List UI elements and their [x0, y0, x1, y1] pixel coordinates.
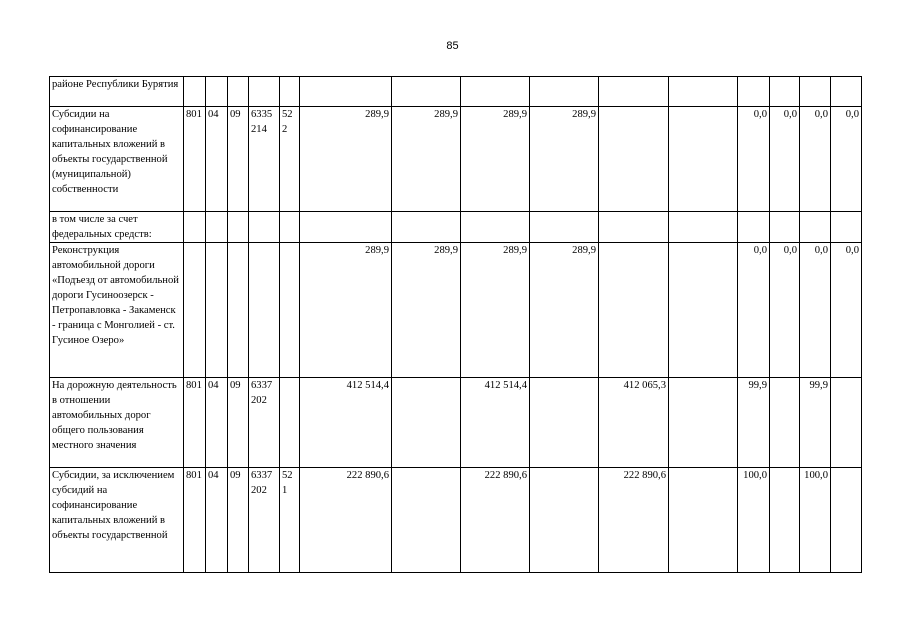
row-amount-5	[599, 77, 669, 107]
row-amount-6	[669, 212, 738, 243]
row-section: 04	[206, 468, 228, 573]
row-section	[206, 212, 228, 243]
row-percent-3: 99,9	[800, 378, 831, 468]
row-name: Субсидии на софинансирование капитальных вложений в объекты государственной (муниципальной) собственности	[50, 107, 184, 212]
row-section: 04	[206, 378, 228, 468]
row-amount-4	[530, 212, 599, 243]
row-percent-1	[738, 77, 770, 107]
row-percent-2	[770, 468, 800, 573]
row-amount-1	[300, 77, 392, 107]
row-amount-2	[392, 212, 461, 243]
row-section: 04	[206, 107, 228, 212]
row-section	[206, 77, 228, 107]
row-grbs: 801	[184, 378, 206, 468]
row-amount-6	[669, 77, 738, 107]
page-number: 85	[446, 40, 459, 52]
row-amount-4	[530, 468, 599, 573]
row-subsection	[228, 77, 249, 107]
row-target-item	[249, 77, 280, 107]
row-percent-4	[831, 77, 862, 107]
row-amount-3: 289,9	[461, 107, 530, 212]
row-amount-4: 289,9	[530, 107, 599, 212]
row-percent-4	[831, 378, 862, 468]
row-amount-1: 412 514,4	[300, 378, 392, 468]
budget-table	[49, 76, 862, 573]
row-name: На дорожную деятельность в отношении автомобильных дорог общего пользования местного значения	[50, 378, 184, 468]
row-amount-6	[669, 468, 738, 573]
row-percent-4: 0,0	[831, 107, 862, 212]
row-amount-2	[392, 378, 461, 468]
row-expense-type	[280, 212, 300, 243]
row-target-item	[249, 243, 280, 378]
row-amount-3: 412 514,4	[461, 378, 530, 468]
row-percent-2: 0,0	[770, 243, 800, 378]
row-percent-3: 0,0	[800, 107, 831, 212]
row-name: в том числе за счет федеральных средств:	[50, 212, 184, 243]
row-amount-5: 412 065,3	[599, 378, 669, 468]
row-percent-2	[770, 212, 800, 243]
row-amount-2: 289,9	[392, 107, 461, 212]
table-row	[50, 468, 862, 573]
row-amount-3: 289,9	[461, 243, 530, 378]
row-expense-type	[280, 243, 300, 378]
row-subsection: 09	[228, 107, 249, 212]
table-row	[50, 243, 862, 378]
row-amount-4	[530, 378, 599, 468]
row-percent-4	[831, 212, 862, 243]
row-subsection: 09	[228, 468, 249, 573]
row-amount-1: 222 890,6	[300, 468, 392, 573]
table-row	[50, 378, 862, 468]
row-amount-5	[599, 243, 669, 378]
row-subsection: 09	[228, 378, 249, 468]
row-amount-6	[669, 378, 738, 468]
row-amount-2	[392, 77, 461, 107]
row-percent-3: 100,0	[800, 468, 831, 573]
row-expense-type	[280, 77, 300, 107]
row-percent-3	[800, 77, 831, 107]
row-amount-5	[599, 212, 669, 243]
row-grbs: 801	[184, 107, 206, 212]
row-grbs: 801	[184, 468, 206, 573]
row-amount-1	[300, 212, 392, 243]
row-amount-5	[599, 107, 669, 212]
row-grbs	[184, 212, 206, 243]
table-row	[50, 77, 862, 107]
row-expense-type: 522	[280, 107, 300, 212]
row-percent-1: 0,0	[738, 107, 770, 212]
row-target-item: 6337 202	[249, 378, 280, 468]
row-percent-2: 0,0	[770, 107, 800, 212]
row-percent-2	[770, 378, 800, 468]
row-name: Реконструкция автомобильной дороги «Подъезд от автомобильной дороги Гусиноозерск - Петропавловка - Закаменск - граница с Монголией - ст. Гусиное Озеро»	[50, 243, 184, 378]
row-percent-1: 99,9	[738, 378, 770, 468]
row-amount-4: 289,9	[530, 243, 599, 378]
row-amount-3: 222 890,6	[461, 468, 530, 573]
row-percent-2	[770, 77, 800, 107]
row-percent-1	[738, 212, 770, 243]
row-percent-3: 0,0	[800, 243, 831, 378]
row-amount-6	[669, 107, 738, 212]
row-target-item: 6335 214	[249, 107, 280, 212]
row-name: районе Республики Бурятия	[50, 77, 184, 107]
table-row	[50, 107, 862, 212]
row-amount-2: 289,9	[392, 243, 461, 378]
row-amount-3	[461, 212, 530, 243]
table-row	[50, 212, 862, 243]
row-amount-1: 289,9	[300, 243, 392, 378]
row-percent-4: 0,0	[831, 243, 862, 378]
row-percent-3	[800, 212, 831, 243]
row-subsection	[228, 243, 249, 378]
row-amount-3	[461, 77, 530, 107]
row-amount-6	[669, 243, 738, 378]
row-section	[206, 243, 228, 378]
row-target-item: 6337 202	[249, 468, 280, 573]
row-amount-2	[392, 468, 461, 573]
row-percent-4	[831, 468, 862, 573]
row-percent-1: 100,0	[738, 468, 770, 573]
row-amount-4	[530, 77, 599, 107]
row-subsection	[228, 212, 249, 243]
row-target-item	[249, 212, 280, 243]
row-expense-type: 521	[280, 468, 300, 573]
row-expense-type	[280, 378, 300, 468]
row-amount-5: 222 890,6	[599, 468, 669, 573]
row-amount-1: 289,9	[300, 107, 392, 212]
row-grbs	[184, 77, 206, 107]
row-name: Субсидии, за исключением субсидий на софинансирование капитальных вложений в объекты государственной	[50, 468, 184, 573]
row-grbs	[184, 243, 206, 378]
row-percent-1: 0,0	[738, 243, 770, 378]
